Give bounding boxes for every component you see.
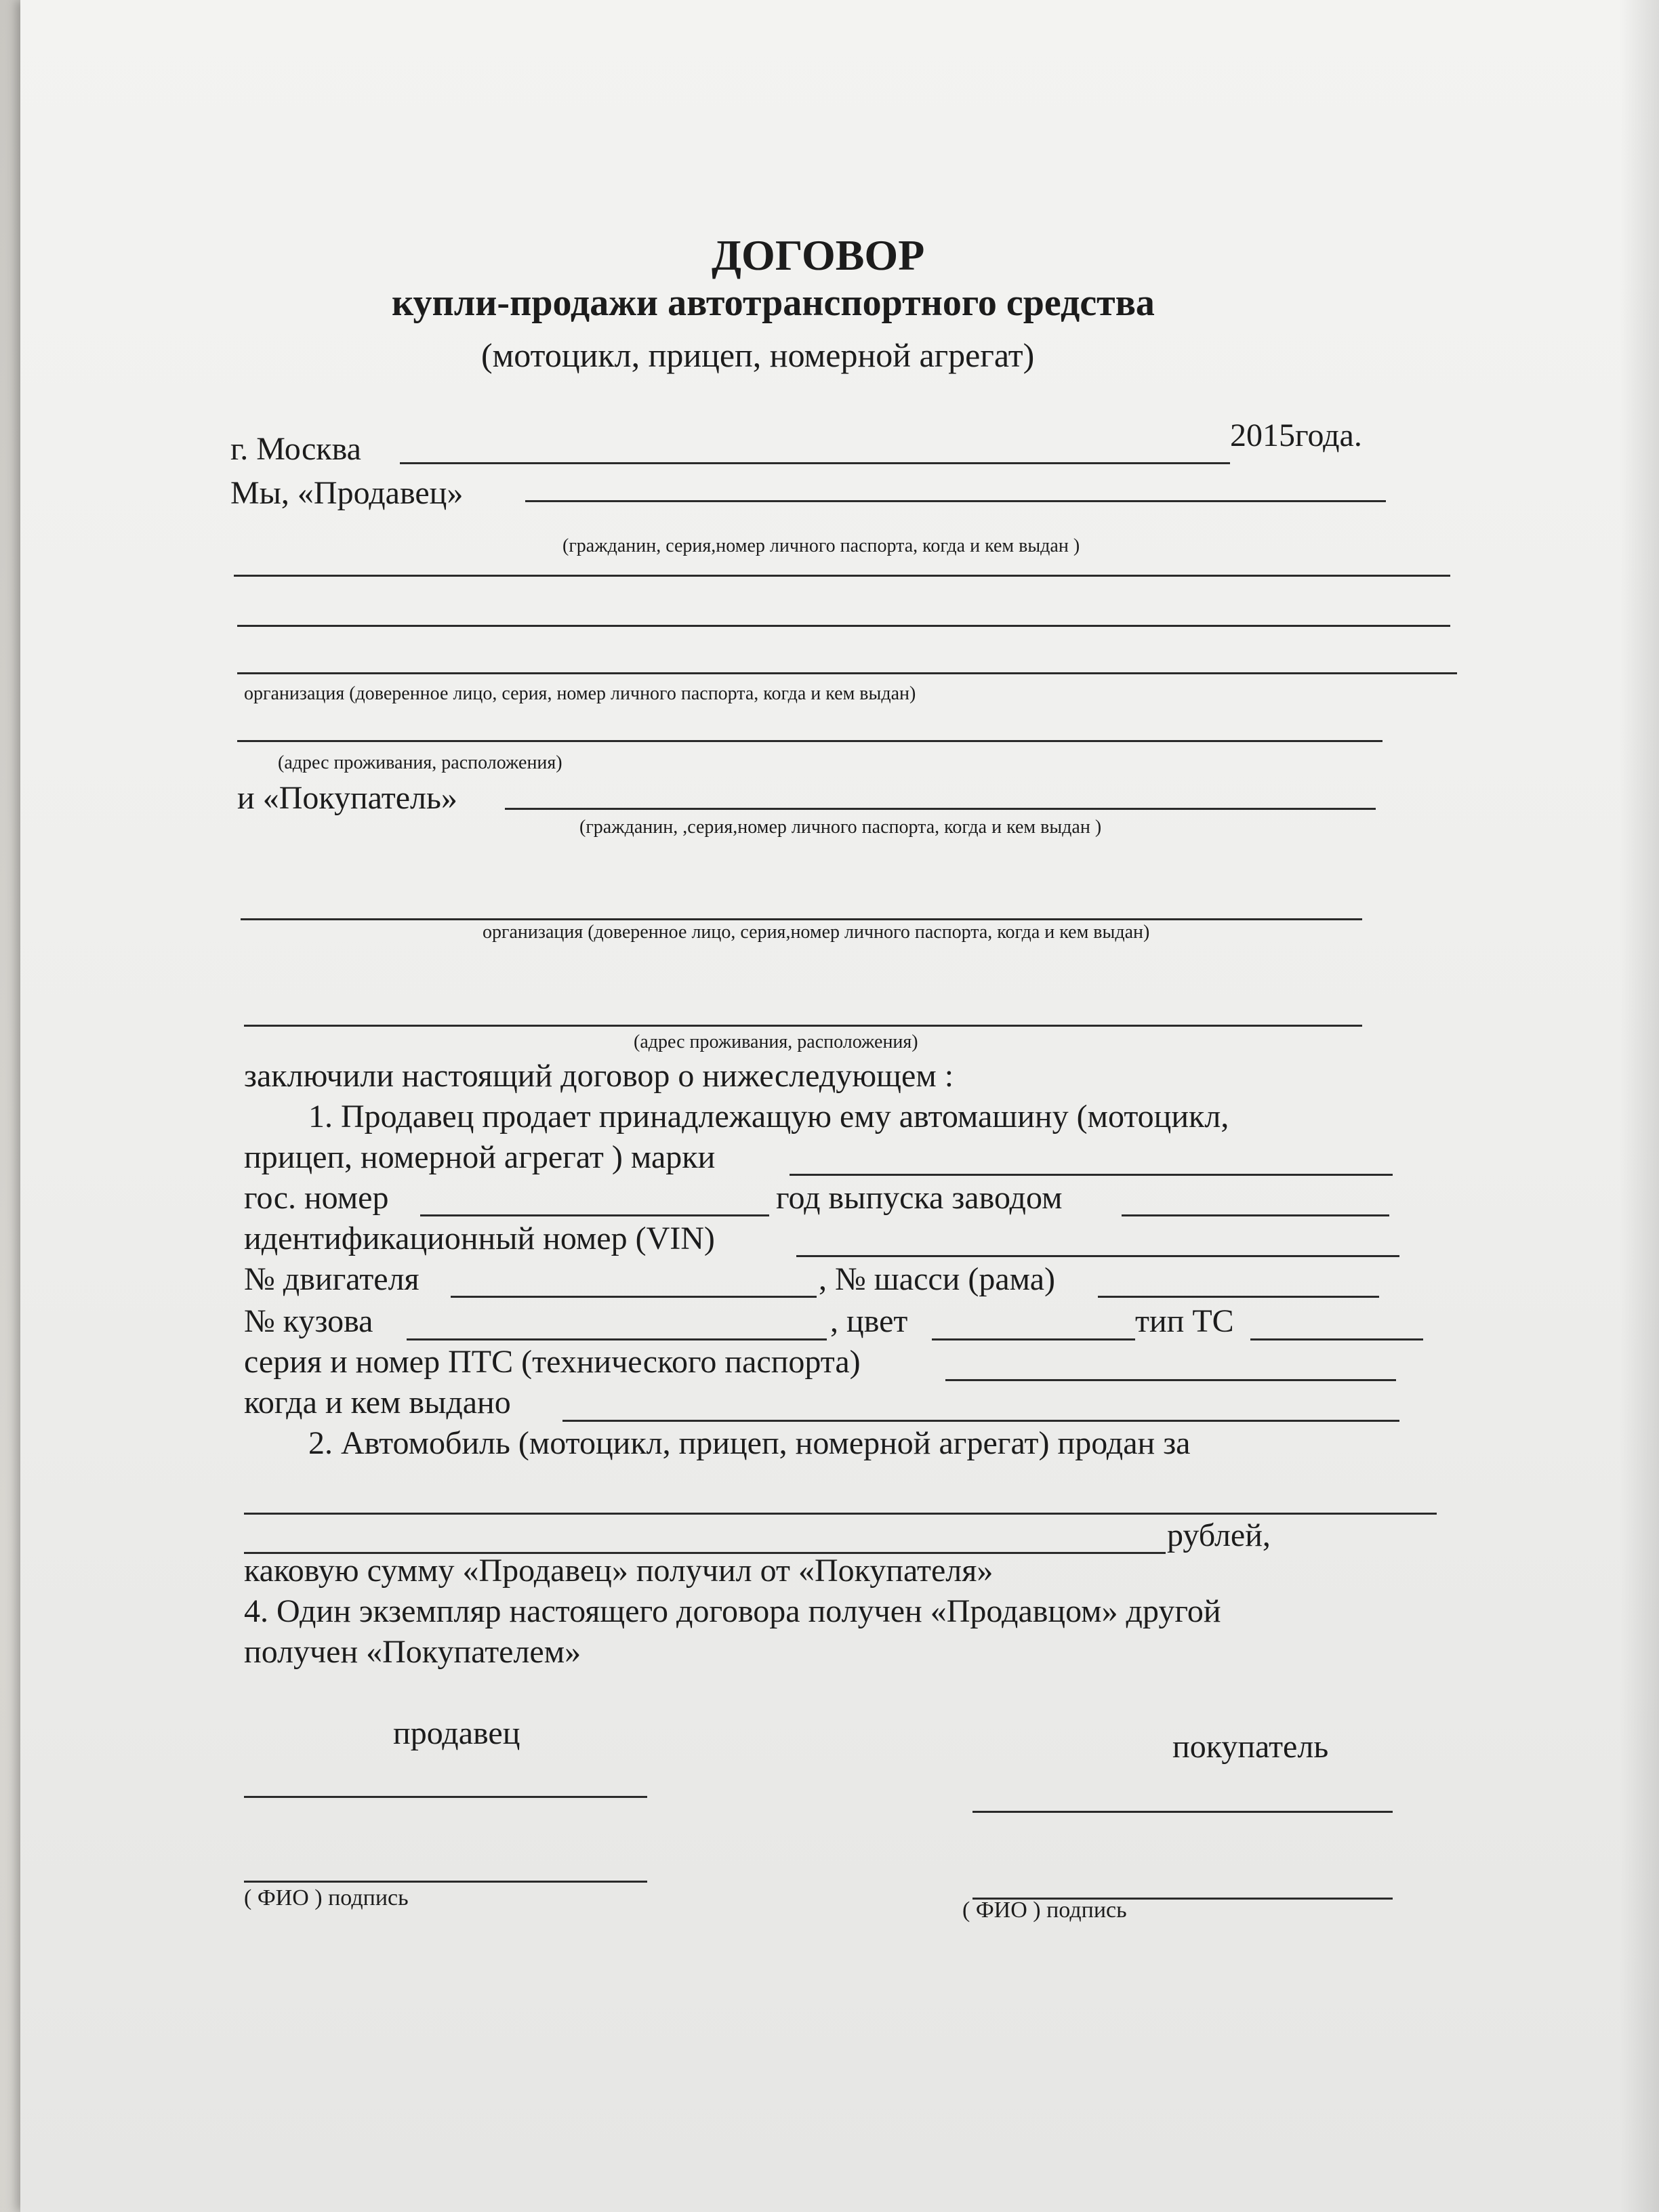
buyer-org-line[interactable]	[241, 918, 1362, 920]
engine-number-label: № двигателя	[244, 1261, 419, 1297]
buyer-signature-line[interactable]	[972, 1811, 1393, 1813]
clause-1-line-2: прицеп, номерной агрегат ) марки	[244, 1139, 716, 1175]
buyer-name-line[interactable]	[505, 808, 1376, 810]
seller-intro-label: Мы, «Продавец»	[230, 475, 464, 511]
buyer-org-hint: организация (доверенное лицо, серия,номер личного паспорта, когда и кем выдан)	[483, 922, 1150, 943]
seller-signature-line[interactable]	[244, 1796, 647, 1798]
buyer-intro-label: и «Покупатель»	[237, 780, 457, 816]
clause-4-line-1: 4. Один экземпляр настоящего договора получен «Продавцом» другой	[244, 1593, 1221, 1629]
pts-label: серия и номер ПТС (технического паспорта)	[244, 1344, 861, 1380]
chassis-number-label: , № шасси (рама)	[819, 1261, 1055, 1297]
seller-fio-line[interactable]	[244, 1881, 647, 1883]
rubles-label: рублей,	[1167, 1517, 1271, 1553]
vehicle-type-label: тип ТС	[1135, 1303, 1234, 1339]
seller-fio-hint: ( ФИО ) подпись	[244, 1885, 409, 1910]
document-subtitle: купли-продажи автотранспортного средства	[392, 282, 1155, 324]
seller-org-hint: организация (доверенное лицо, серия, номер личного паспорта, когда и кем выдан)	[244, 683, 916, 704]
year-made-line[interactable]	[1122, 1214, 1389, 1216]
buyer-address-line[interactable]	[244, 1025, 1362, 1027]
clause-2-line-3: каковую сумму «Продавец» получил от «Покупателя»	[244, 1553, 994, 1589]
concluded-statement: заключили настоящий договор о нижеследующем :	[244, 1058, 954, 1094]
seller-address-hint: (адрес проживания, расположения)	[278, 752, 562, 773]
seller-address-line[interactable]	[237, 740, 1382, 742]
clause-4-line-2: получен «Покупателем»	[244, 1634, 581, 1670]
seller-name-line[interactable]	[525, 500, 1386, 502]
issued-line[interactable]	[562, 1420, 1399, 1422]
page-edge-shadow	[1620, 0, 1659, 2212]
body-number-label: № кузова	[244, 1303, 373, 1339]
clause-2-line-1: 2. Автомобиль (мотоцикл, прицеп, номерной агрегат) продан за	[308, 1425, 1191, 1461]
vin-label: идентификационный номер (VIN)	[244, 1221, 715, 1256]
city-label: г. Москва	[230, 431, 361, 467]
vehicle-type-line[interactable]	[1250, 1338, 1423, 1340]
document-title: ДОГОВОР	[712, 231, 925, 279]
color-line[interactable]	[932, 1338, 1135, 1340]
buyer-fio-hint: ( ФИО ) подпись	[962, 1898, 1127, 1923]
pts-line[interactable]	[945, 1379, 1396, 1381]
seller-field-line-2[interactable]	[234, 575, 1450, 577]
document-subtitle-note: (мотоцикл, прицеп, номерной агрегат)	[481, 336, 1035, 374]
body-number-line[interactable]	[407, 1338, 827, 1340]
seller-signature-label: продавец	[393, 1715, 520, 1751]
seller-field-line-4[interactable]	[237, 672, 1457, 674]
brand-field-line[interactable]	[790, 1174, 1393, 1176]
engine-number-line[interactable]	[451, 1296, 817, 1298]
issued-label: когда и кем выдано	[244, 1385, 511, 1420]
color-label: , цвет	[830, 1303, 908, 1339]
year-label: 2015года.	[1230, 417, 1362, 453]
buyer-signature-label: покупатель	[1172, 1729, 1329, 1765]
vin-line[interactable]	[796, 1255, 1399, 1257]
seller-field-line-3[interactable]	[237, 625, 1450, 627]
plate-number-line[interactable]	[420, 1214, 769, 1216]
date-field-line[interactable]	[400, 462, 1230, 464]
buyer-citizen-hint: (гражданин, ,серия,номер личного паспорта, когда и кем выдан )	[579, 817, 1102, 838]
seller-citizen-hint: (гражданин, серия,номер личного паспорта, когда и кем выдан )	[562, 535, 1080, 556]
buyer-address-hint: (адрес проживания, расположения)	[634, 1031, 918, 1052]
chassis-number-line[interactable]	[1098, 1296, 1379, 1298]
year-made-label: год выпуска заводом	[776, 1180, 1063, 1216]
clause-1-line-1: 1. Продавец продает принадлежащую ему автомашину (мотоцикл,	[308, 1099, 1229, 1134]
plate-number-label: гос. номер	[244, 1180, 389, 1216]
price-line-1[interactable]	[244, 1513, 1437, 1515]
